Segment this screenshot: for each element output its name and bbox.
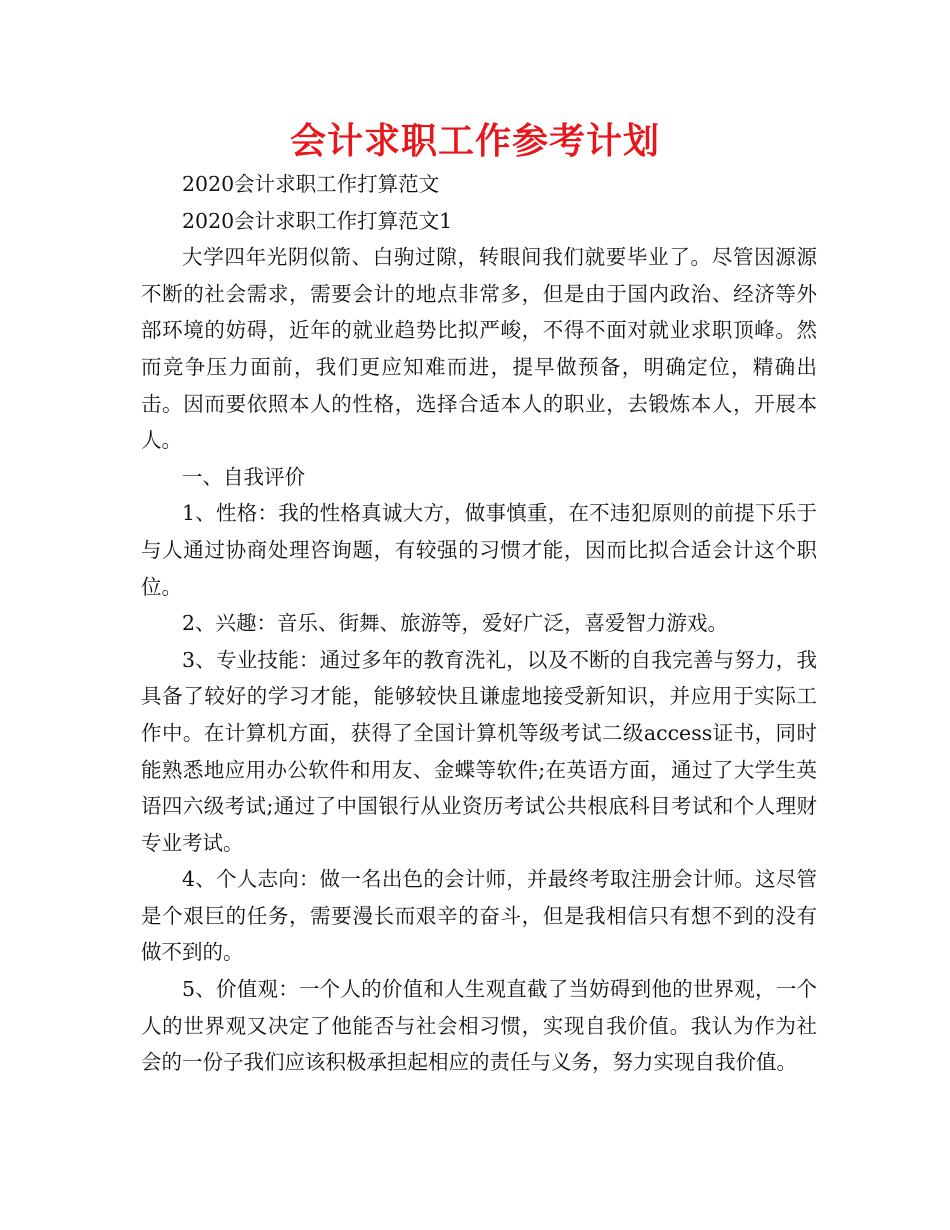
paragraph-interests: 2、兴趣：音乐、街舞、旅游等，爱好广泛，喜爱智力游戏。 (182, 611, 729, 636)
document-title: 会计求职工作参考计划 (289, 121, 660, 162)
paragraph-intro: 大学四年光阴似箭、白驹过隙，转眼间我们就要毕业了。尽管因源源不断的社会需求，需要会计的地点非常多，但是由于国内政治、经济等外部环境的妨碍，近年的就业趋势比拟严峻，不得不面对就业求职顶峰。然而竞争压力面前，我们更应知难而进，提早做预备，明确定位，精确出击。因而要依照本人的性格，选择合适本人的职业，去锻炼本人，开展本人。 (141, 245, 817, 453)
paragraph-professional-skills: 3、专业技能：通过多年的教育洗礼，以及不断的自我完善与努力，我具备了较好的学习才能，能够较快且谦虚地接受新知识，并应用于实际工作中。在计算机方面，获得了全国计算机等级考试二级access证书，同时能熟悉地应用办公软件和用友、金蝶等软件;在英语方面，通过了大学生英语四六级考试;通过了中国银行从业资历考试公共根底科目考试和个人理财专业考试。 (141, 647, 817, 855)
section-heading-self-evaluation: 一、自我评价 (182, 464, 305, 489)
paragraph-personality: 1、性格：我的性格真诚大方，做事慎重，在不违犯原则的前提下乐于与人通过协商处理咨询题，有较强的习惯才能，因而比拟合适会计这个职位。 (141, 501, 817, 599)
paragraph-values: 5、价值观：一个人的价值和人生观直截了当妨碍到他的世界观，一个人的世界观又决定了他能否与社会相习惯，实现自我价值。我认为作为社会的一份子我们应该积极承担起相应的责任与义务，努力实现自我价值。 (141, 977, 817, 1075)
document-body (141, 166, 817, 1081)
paragraph-personal-ambition: 4、个人志向：做一名出色的会计师，并最终考取注册会计师。这尽管是个艰巨的任务，需要漫长而艰辛的奋斗，但是我相信只有想不到的没有做不到的。 (141, 867, 817, 965)
paragraph-subtitle: 2020会计求职工作打算范文 (182, 172, 440, 196)
paragraph-subtitle-1: 2020会计求职工作打算范文1 (182, 208, 453, 233)
